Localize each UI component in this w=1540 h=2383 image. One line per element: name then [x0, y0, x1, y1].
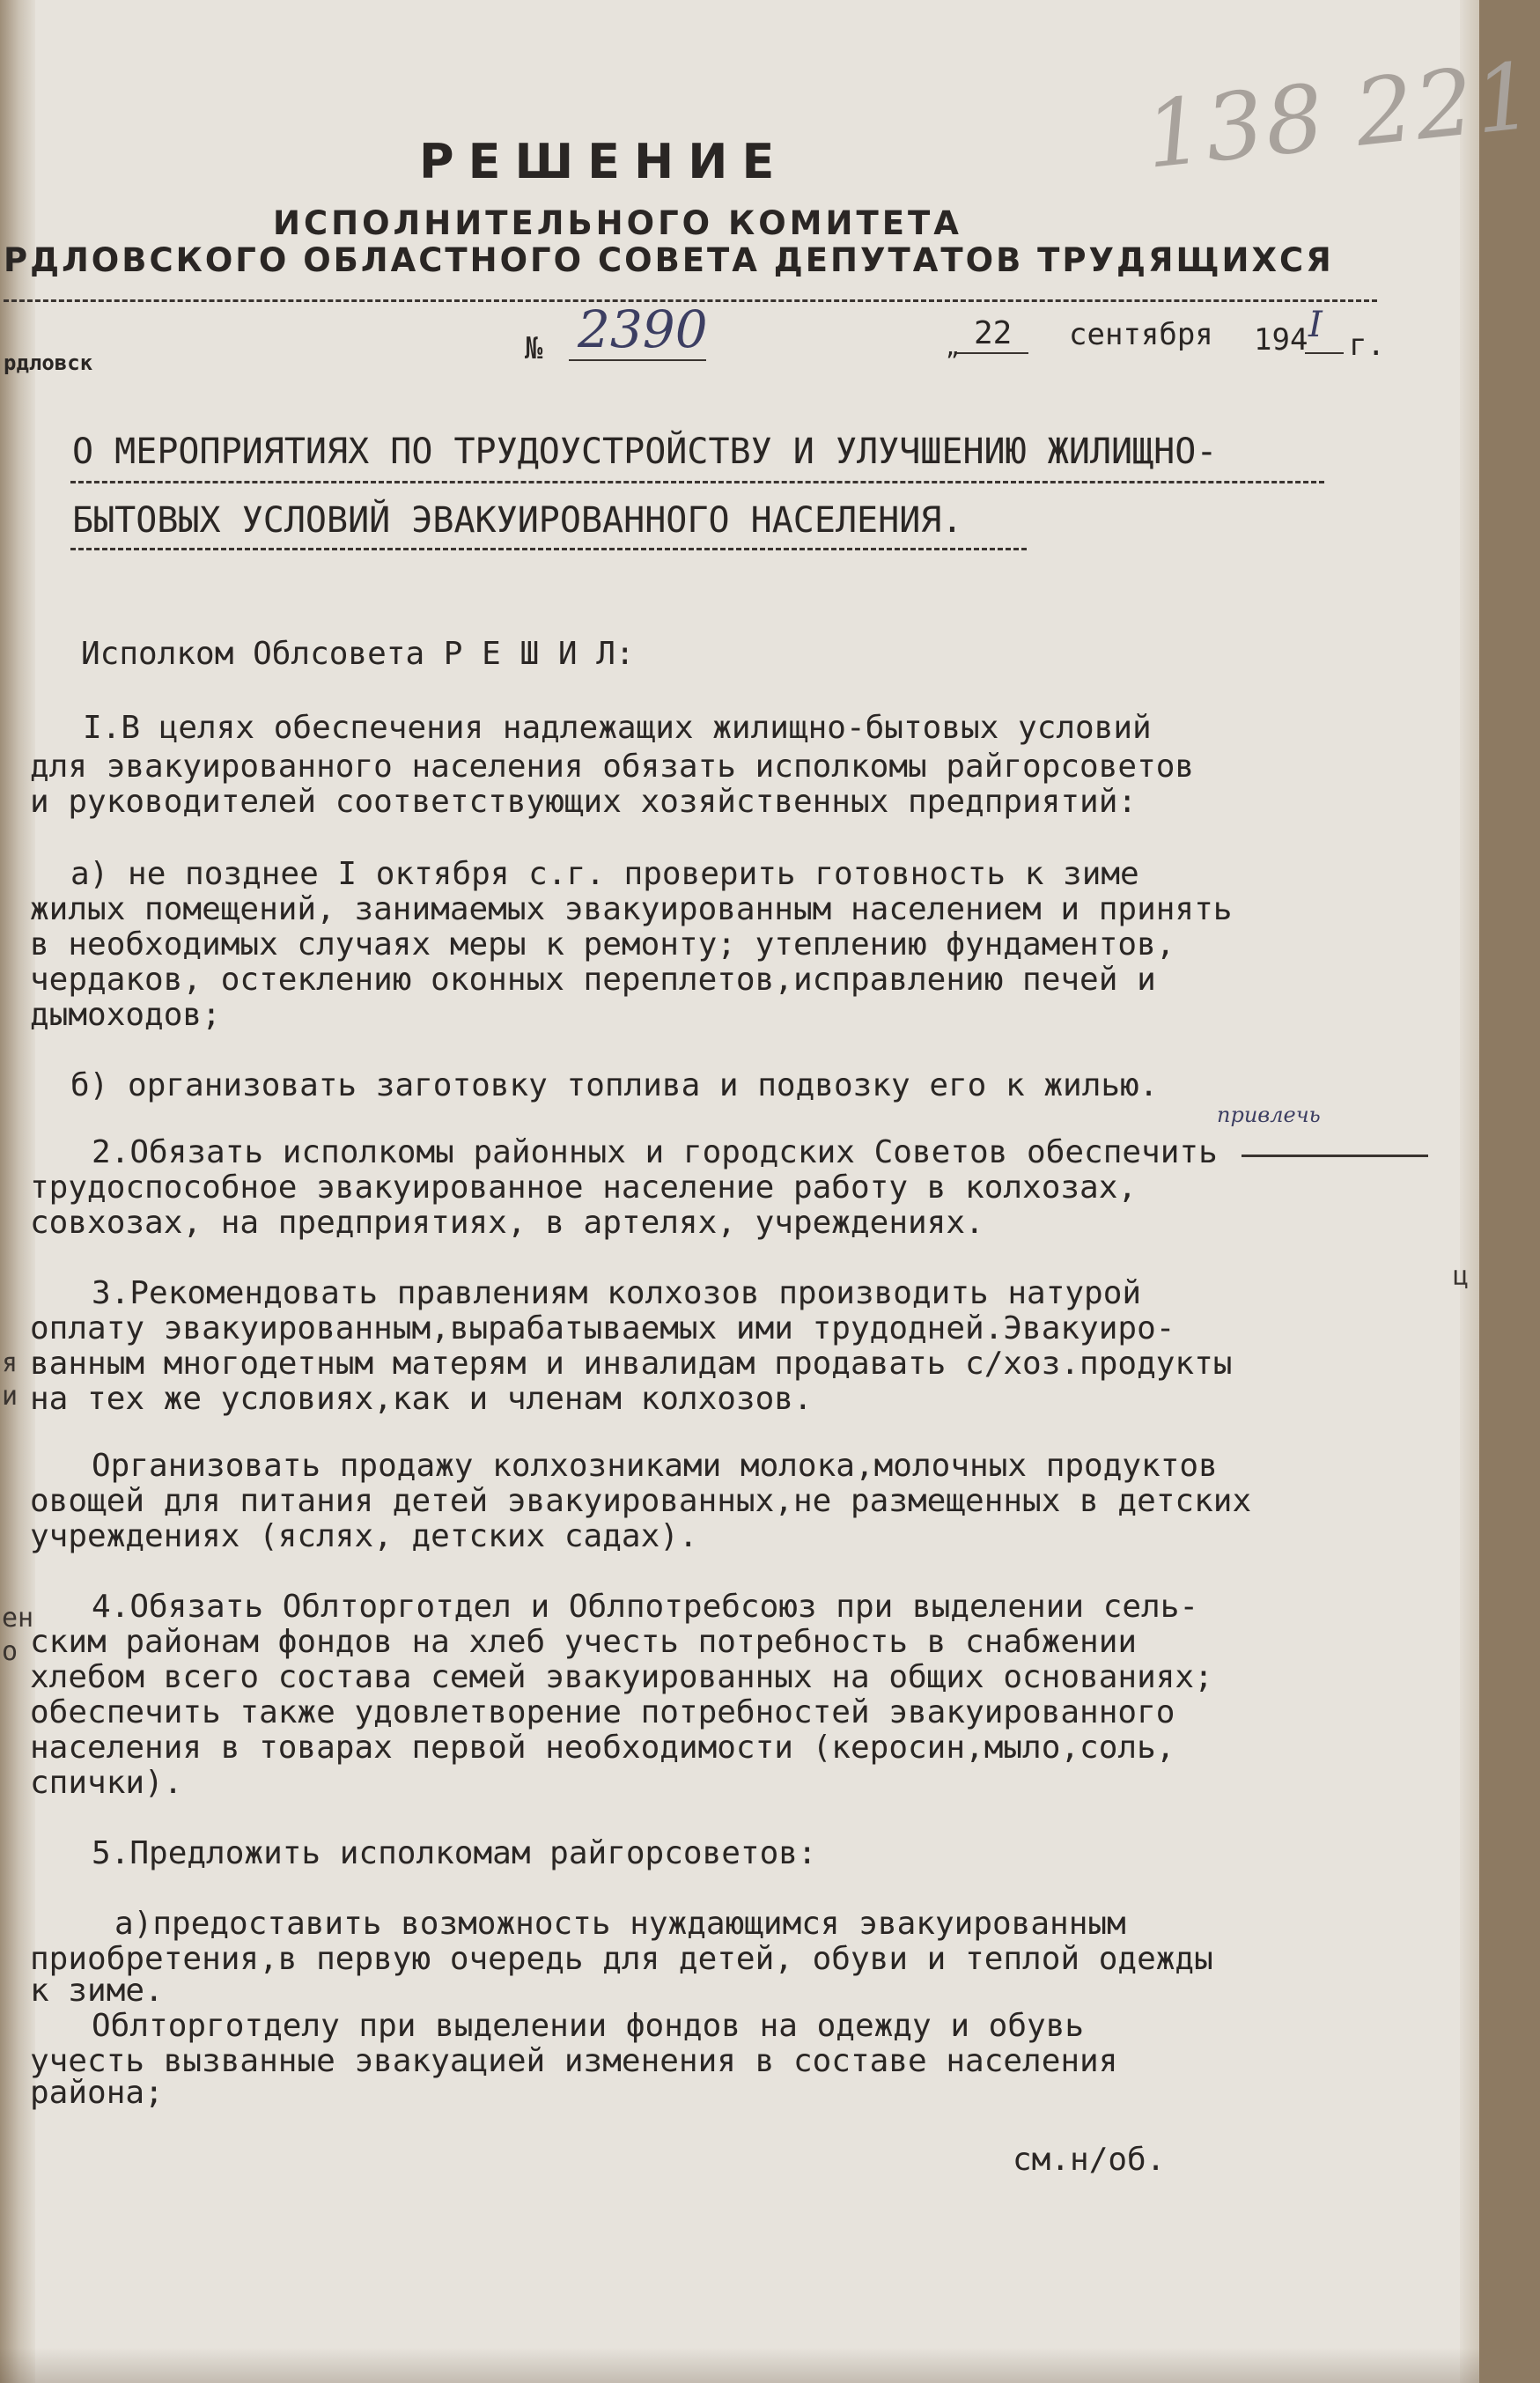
- date-year-abbr: г.: [1349, 328, 1385, 363]
- body-line: в необходимых случаях меры к ремонту; утеплению фундаментов,: [30, 926, 1175, 963]
- body-line: а) не позднее I октября с.г. проверить готовность к зиме: [70, 856, 1139, 892]
- body-line: Облторготделу при выделении фондов на одежду и обувь: [92, 2008, 1085, 2044]
- body-line: совхозах, на предприятиях, в артелях, учреждениях.: [30, 1205, 984, 1241]
- body-line: хлебом всего состава семей эвакуированных на общих основаниях;: [30, 1659, 1213, 1695]
- body-line: а)предоставить возможность нуждающимся эвакуированным: [114, 1906, 1126, 1942]
- margin-fragment: о: [2, 1636, 18, 1667]
- number-label: №: [525, 331, 543, 366]
- body-line: спички).: [30, 1765, 183, 1801]
- body-line: ским районам фондов на хлеб учесть потребность в снабжении: [30, 1624, 1138, 1660]
- header-line-2: РДЛОВСКОГО ОБЛАСТНОГО СОВЕТА ДЕПУТАТОВ ТРУДЯЩИХСЯ: [4, 241, 1334, 279]
- body-line: трудоспособное эвакуированное население работу в колхозах,: [30, 1169, 1138, 1206]
- date-day: 22: [974, 315, 1013, 351]
- body-line: 3.Рекомендовать правлениям колхозов производить натурой: [92, 1275, 1142, 1311]
- date-year: 194: [1254, 322, 1308, 358]
- page-shadow: [0, 2348, 1479, 2383]
- body-line: I.В целях обеспечения надлежащих жилищно-бытовых условий: [83, 710, 1152, 746]
- margin-fragment: я: [2, 1347, 18, 1378]
- subject-line-2: БЫТОВЫХ УСЛОВИЙ ЭВАКУИРОВАННОГО НАСЕЛЕНИЯ.: [72, 500, 963, 541]
- continued-note: см.н/об.: [1013, 2142, 1166, 2178]
- margin-fragment: и: [2, 1381, 18, 1412]
- body-line: и руководителей соответствующих хозяйственных предприятий:: [30, 784, 1138, 820]
- date-quote: „: [946, 335, 960, 361]
- subject-line-1: О МЕРОПРИЯТИЯХ ПО ТРУДОУСТРОЙСТВУ И УЛУЧШЕНИЮ ЖИЛИЩНО-: [72, 432, 1218, 472]
- margin-fragment: ц: [1453, 1261, 1470, 1292]
- archive-number: 138 221: [1139, 41, 1540, 189]
- page-edge: [1460, 0, 1479, 2383]
- document-title: РЕШЕНИЕ: [419, 134, 789, 189]
- body-line: ванным многодетным матерям и инвалидам продавать с/хоз.продукты: [30, 1346, 1233, 1382]
- body-line: 2.Обязать исполкомы районных и городских Советов обеспечить: [92, 1134, 1218, 1170]
- decision-number: 2390: [578, 299, 708, 359]
- subject-underline-1: [70, 481, 1324, 483]
- body-line: к зиме.: [30, 1973, 164, 2009]
- body-line: чердаков, остеклению оконных переплетов,исправлению печей и: [30, 962, 1156, 998]
- body-line: учреждениях (яслях, детских садах).: [30, 1518, 698, 1554]
- body-line: обеспечить также удовлетворение потребностей эвакуированного: [30, 1694, 1175, 1730]
- body-line: учесть вызванные эвакуацией изменения в составе населения: [30, 2043, 1118, 2079]
- body-line: жилых помещений, занимаемых эвакуированным населением и принять: [30, 891, 1233, 927]
- body-line: приобретения,в первую очередь для детей, обуви и теплой одежды: [30, 1941, 1213, 1977]
- date-year-underline: [1305, 352, 1344, 354]
- city-name: рдловск: [4, 350, 93, 375]
- body-line: Организовать продажу колхозниками молока,молочных продуктов: [92, 1448, 1218, 1484]
- strikethrough-line: [1242, 1155, 1428, 1157]
- body-line: оплату эвакуированным,вырабатываемых ими трудодней.Эвакуиро-: [30, 1310, 1175, 1346]
- date-day-underline: [956, 352, 1028, 354]
- body-line: 4.Обязать Облторготдел и Облпотребсоюз при выделении сель-: [92, 1589, 1199, 1625]
- number-underline: [569, 359, 706, 361]
- date-month: сентября: [1069, 317, 1213, 352]
- date-year-suffix: I: [1308, 305, 1323, 345]
- subject-underline-2: [70, 548, 1027, 550]
- handwritten-correction: привлечь: [1217, 1103, 1321, 1127]
- margin-fragment: ен: [2, 1603, 34, 1634]
- body-line: 5.Предложить исполкомам райгорсоветов:: [92, 1835, 817, 1871]
- preamble: Исполком Облсовета Р Е Ш И Л:: [81, 636, 635, 672]
- body-line: для эвакуированного населения обязать исполкомы райгорсоветов: [30, 749, 1195, 785]
- header-line-1: ИСПОЛНИТЕЛЬНОГО КОМИТЕТА: [273, 204, 962, 242]
- body-line: б) организовать заготовку топлива и подвозку его к жилью.: [70, 1067, 1159, 1103]
- body-line: овощей для питания детей эвакуированных,не размещенных в детских: [30, 1483, 1252, 1519]
- body-line: дымоходов;: [30, 997, 221, 1033]
- body-line: на тех же условиях,как и членам колхозов.: [30, 1381, 813, 1417]
- body-line: района;: [30, 2075, 164, 2111]
- body-line: населения в товарах первой необходимости (керосин,мыло,соль,: [30, 1730, 1175, 1766]
